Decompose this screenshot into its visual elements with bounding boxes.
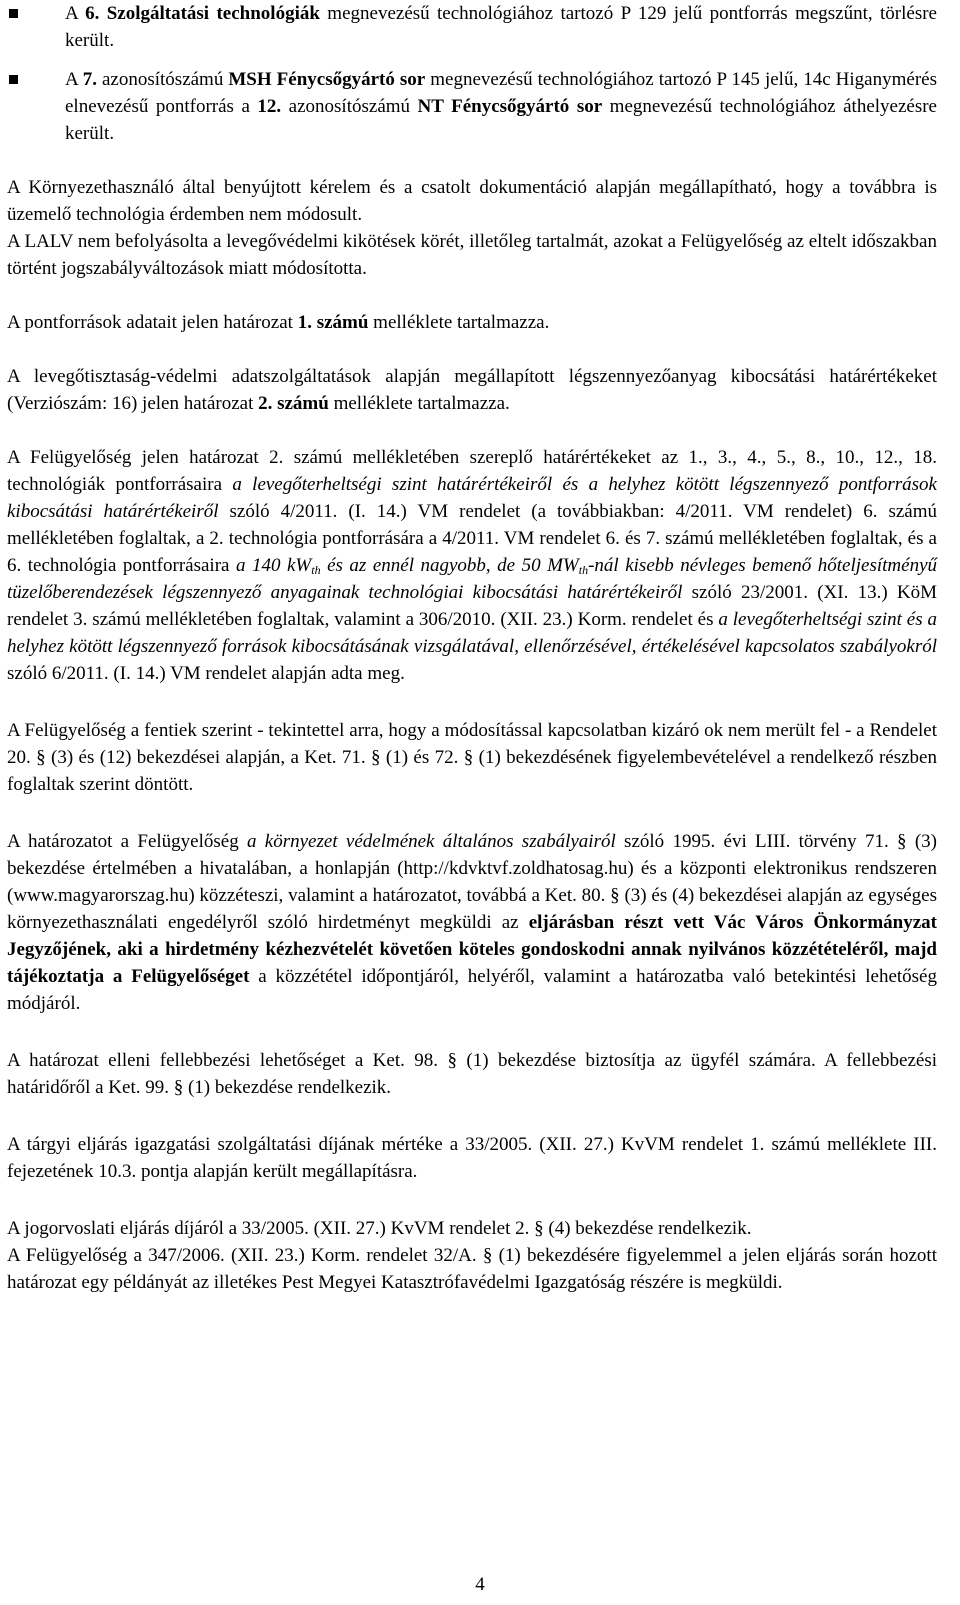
bullet-text: azonosítószámú: [281, 96, 418, 117]
paragraph-11: A Felügyelőség a 347/2006. (XII. 23.) Korm. rendelet 32/A. § (1) bekezdésére figyelemmel a jelen eljárás során hozott határozat egy példányát az illetékes Pest Megyei Katasztrófavédelmi Igazgatóság részére is megküldi.: [7, 1245, 937, 1293]
paragraph-7: A határozatot a Felügyelőség a környezet védelmének általános szabályairól szóló 1995. évi LIII. törvény 71. § (3) bekezdése értelmében a hivatalában, a honlapján (http://kdvktvf.zoldhatosag.hu) és a központi elektronikus rendszeren (www.magyarorszag.hu) közzéteszi, valamint a határozatot, továbbá a Ket. 80. § (3) és (4) bekezdései alapján az egységes környezethasználati engedélyről szóló hirdetményt megküldi az eljárásban részt vett Vác Város Önkormányzat Jegyzőjének, aki a hirdetmény kézhezvételét követően köteles gondoskodni annak nyilvános közzétételéről, majd tájékoztatja a Felügyelőséget a közzététel időpontjáról, helyéről, valamint a határozatba való betekintési lehetőség módjáról.: [7, 831, 938, 1014]
paragraph-2: A LALV nem befolyásolta a levegővédelmi kikötések körét, illetőleg tartalmát, azokat a Felügyelőség az eltelt időszakban történt jogszabályváltozások miatt módosította.: [7, 231, 937, 279]
bullet-item-2: [7, 66, 937, 147]
bullet-text: megnevezésű technológiához tartozó P 129 jelű pontforrás megszűnt, törlésre került.: [65, 3, 937, 51]
paragraph-9: A tárgyi eljárás igazgatási szolgáltatási díjának mértéke a 33/2005. (XII. 27.) KvVM rendelet 1. számú melléklete III. fejezetének 10.3. pontja alapján került megállapításra.: [7, 1134, 937, 1182]
bullet-item-1: [7, 0, 937, 54]
document-page: [7, 0, 937, 1296]
bullet-square-icon: [9, 75, 18, 84]
bullet-bold: NT Fénycsőgyártó sor: [417, 96, 603, 117]
bullet-text: megnevezésű technológiához tartozó P 145 jelű, 14c Higanymérés elnevezésű pontforrás a: [65, 69, 937, 117]
bullet-text: A: [65, 69, 83, 90]
paragraph-6: A Felügyelőség a fentiek szerint - tekintettel arra, hogy a módosítással kapcsolatban kizáró ok nem merült fel - a Rendelet 20. § (3) és (12) bekezdései alapján, a Ket. 71. § (1) és 72. § (1) bekezdésének figyelembevételével a rendelkező részben foglaltak szerint döntött.: [7, 720, 937, 795]
page-number: 4: [475, 1574, 485, 1595]
bullet-text: azonosítószámú: [96, 69, 229, 90]
bullet-square-icon: [9, 9, 18, 18]
paragraph-8: A határozat elleni fellebbezési lehetőséget a Ket. 98. § (1) bekezdése biztosítja az ügyfél számára. A fellebbezési határidőről a Ket. 99. § (1) bekezdése rendelkezik.: [7, 1050, 937, 1098]
bullet-text: A: [65, 3, 86, 24]
bullet-bold: MSH Fénycsőgyártó sor: [228, 69, 426, 90]
bullet-bold: 7.: [82, 69, 97, 90]
bullet-text: megnevezésű technológiához áthelyezésre került.: [65, 96, 937, 144]
bullet-bold: 12.: [257, 96, 282, 117]
paragraph-10: A jogorvoslati eljárás díjáról a 33/2005. (XII. 27.) KvVM rendelet 2. § (4) bekezdése rendelkezik.: [7, 1218, 752, 1239]
paragraph-5: A Felügyelőség jelen határozat 2. számú mellékletében szereplő határértékeket az 1., 3., 4., 5., 8., 10., 12., 18. technológiák pontforrásaira a levegőterheltségi szint határértékeiről és a helyhez kötött légszennyező pontforrások kibocsátási határértékeiről szóló 4/2011. (I. 14.) VM rendelet (a továbbiakban: 4/2011. VM rendelet) 6. számú mellékletében foglaltak, a 2. technológia pontforrására a 4/2011. VM rendelet 6. és 7. számú mellékletében foglaltak, és a 6. technológia pontforrásaira a 140 $kW_{th}$ és az ennél nagyobb, de 50 $MW_{th}$-nál kisebb névleges bemenő hőteljesítményű tüzelőberendezések légszennyező anyagainak technológiai kibocsátási határértékeiről szóló 23/2001. (XI. 13.) KöM rendelet 3. számú mellékletében foglaltak, valamint a 306/2010. (XII. 23.) Korm. rendelet és a levegőterheltségi szint és a helyhez kötött légszennyező források kibocsátásának vizsgálatával, ellenőrzésével, értékelésével kapcsolatos szabályokról szóló 6/2011. (I. 14.) VM rendelet alapján adta meg.: [7, 447, 938, 684]
paragraph-4: A levegőtisztaság-védelmi adatszolgáltatások alapján megállapított légszennyezőanyag kibocsátási határértékeket (Verziószám: 16) jelen határozat 2. számú melléklete tartalmazza.: [7, 366, 937, 414]
bullet-bold: 6. Szolgáltatási technológiák: [85, 3, 320, 24]
paragraph-1: A Környezethasználó által benyújtott kérelem és a csatolt dokumentáció alapján megállapítható, hogy a továbbra is üzemelő technológia érdemben nem módosult.: [7, 177, 937, 225]
paragraph-3: A pontforrások adatait jelen határozat 1. számú melléklete tartalmazza.: [7, 312, 550, 333]
